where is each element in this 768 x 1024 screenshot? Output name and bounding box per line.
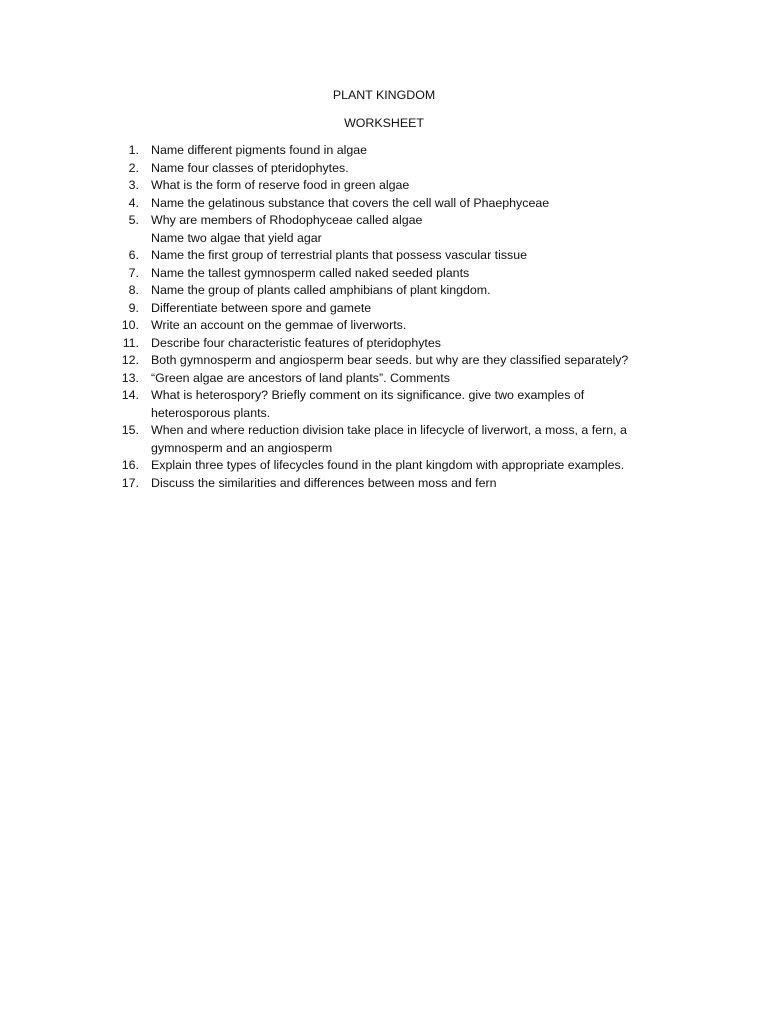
question-item [106,387,666,422]
question-list [106,142,666,492]
question-text: Write an account on the gemmae of liverworts. [151,318,407,332]
question-subtext: Name two algae that yield agar [151,230,322,245]
question-text-block [139,160,666,178]
question-text-block [139,317,666,335]
question-text-block [139,387,666,422]
question-text-block [139,352,666,370]
question-number: 1. [128,143,139,157]
question-text-block [139,195,666,213]
question-item [106,212,666,247]
question-number: 11. [122,335,139,350]
question-text-block [139,422,666,457]
question-item [106,317,666,335]
question-item [106,475,666,493]
question-text: Explain three types of lifecycles found in the plant kingdom with appropriate examples. [151,458,625,472]
question-text: Name the gelatinous substance that covers the cell wall of Phaephyceae [151,195,550,210]
question-item [106,352,666,370]
question-number: 7. [128,265,139,280]
question-number: 9. [128,300,139,315]
question-item [106,370,666,388]
question-text: Differentiate between spore and gamete [151,300,372,315]
question-number: 10. [121,318,139,332]
question-item [106,335,666,353]
question-text: Name different pigments found in algae [151,143,368,157]
question-text-block [139,265,666,283]
question-text-block [139,177,666,195]
question-number: 2. [128,160,139,175]
question-text: Both gymnosperm and angiosperm bear seeds. but why are they classified separately? [151,353,629,367]
question-text-block [139,142,666,160]
question-text-block [139,212,666,247]
question-number: 17. [121,475,139,490]
question-text-block [139,475,666,493]
question-item [106,265,666,283]
question-text: Name four classes of pteridophytes. [151,160,349,175]
question-text: Discuss the similarities and differences between moss and fern [151,475,497,490]
document-subtitle: WORKSHEET [344,116,424,130]
question-text: Name the group of plants called amphibians of plant kingdom. [151,283,491,297]
question-text-block [139,282,666,300]
question-text: Name the first group of terrestrial plants that possess vascular tissue [151,248,528,262]
question-number: 13. [121,370,139,385]
question-item [106,457,666,475]
question-number: 8. [128,283,139,297]
question-number: 15. [121,423,139,437]
document-title: PLANT KINGDOM [332,88,436,102]
question-text-block [139,457,666,475]
question-text-block [139,247,666,265]
question-item [106,177,666,195]
question-text: What is the form of reserve food in green algae [151,178,410,192]
question-text: Describe four characteristic features of pteridophytes [151,335,441,350]
question-text-block [139,370,666,388]
question-number: 4. [128,195,139,210]
question-item [106,247,666,265]
question-text: “Green algae are ancestors of land plants”. Comments [151,370,450,385]
question-item [106,300,666,318]
question-text: Name the tallest gymnosperm called naked seeded plants [151,265,470,280]
question-number: 14. [121,388,139,402]
question-text-block [139,335,666,353]
question-number: 6. [128,248,139,262]
question-item [106,160,666,178]
question-number: 16. [121,458,139,472]
question-item [106,142,666,160]
question-item [106,422,666,457]
question-item [106,282,666,300]
question-text: Why are members of Rhodophyceae called algae [151,213,423,227]
question-text-block [139,300,666,318]
question-item [106,195,666,213]
question-number: 3. [128,178,139,192]
question-number: 12. [121,353,139,367]
question-text: When and where reduction division take place in lifecycle of liverwort, a moss, a fern, a gymnosperm and an angiosperm [151,423,627,455]
question-text: What is heterospory? Briefly comment on its significance. give two examples of heterosporous plants. [151,388,585,420]
question-number: 5. [128,213,139,227]
